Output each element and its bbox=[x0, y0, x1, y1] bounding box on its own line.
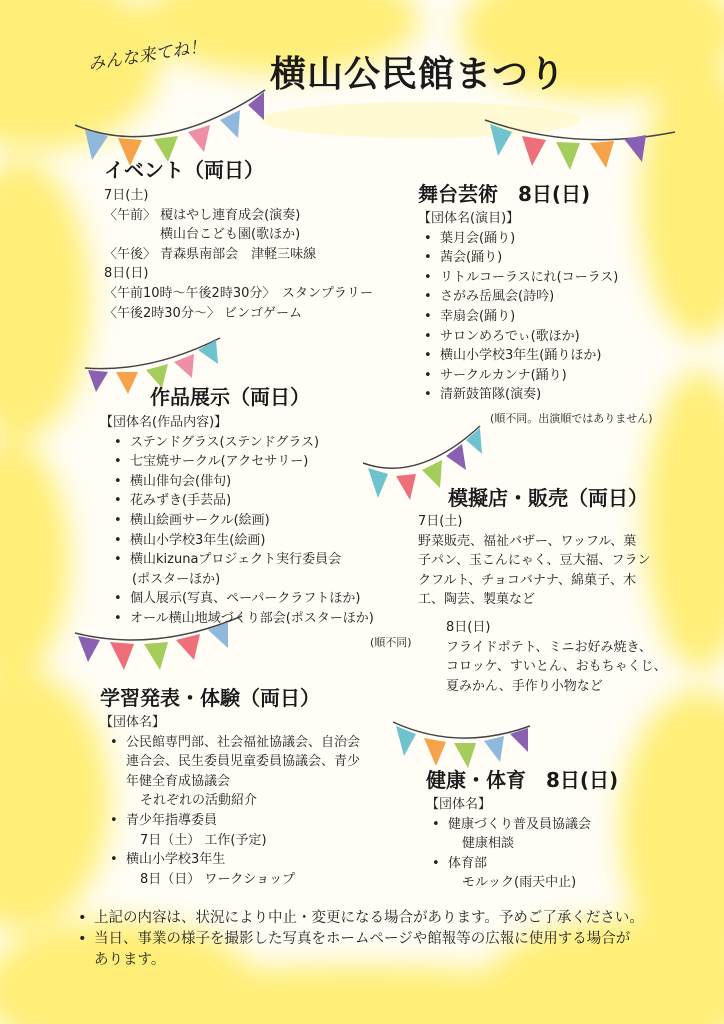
list-item bbox=[426, 815, 591, 854]
list-item-sub: モルック(雨天中止) bbox=[462, 875, 577, 891]
shop-line: フライドポテト、ミニお好み焼き、 bbox=[446, 639, 652, 655]
list-item bbox=[104, 811, 360, 850]
learn-label: 【団体名】 bbox=[100, 715, 166, 730]
shop-line: 夏みかん、手作り小物など bbox=[446, 678, 603, 694]
list-item-sub: 健康相談 bbox=[462, 836, 515, 852]
list-item: • 横山絵画サークル(絵画) bbox=[108, 511, 374, 531]
shop-day2: 8日(日) bbox=[446, 620, 491, 635]
works-note: (順不同) bbox=[370, 636, 412, 649]
list-item: • 七宝焼サークル(アクセサリー) bbox=[108, 452, 374, 472]
shop-line: コロッケ、すいとん、おもちゃくじ、 bbox=[446, 659, 667, 675]
list-item bbox=[104, 733, 360, 811]
event-line: 7日(土) bbox=[104, 188, 149, 203]
shop-line: 野菜販売、福祉バザー、ワッフル、菓 bbox=[418, 533, 637, 549]
list-item: • サロンめろでぃ(歌ほか) bbox=[418, 327, 618, 347]
event-line: 〈午前10時～午後2時30分〉 スタンプラリー bbox=[104, 285, 373, 301]
works-label: 【団体名(作品内容)】 bbox=[100, 415, 228, 430]
list-item: • 横山俳句会(俳句) bbox=[108, 472, 374, 492]
health-label: 【団体名】 bbox=[426, 797, 492, 812]
shop-line: クフルト、チョコバナナ、綿菓子、木 bbox=[418, 572, 637, 588]
event-section bbox=[104, 186, 373, 323]
list-item: • 葉月会(踊り) bbox=[418, 229, 618, 249]
list-item bbox=[104, 850, 360, 889]
list-item: • さがみ岳風会(詩吟) bbox=[418, 287, 618, 307]
learn-section bbox=[100, 713, 360, 889]
stage-label: 【団体名(演目)】 bbox=[418, 211, 520, 226]
list-item: • 個人展示(写真、ペーパークラフトほか) bbox=[108, 589, 374, 609]
event-line: 8日(日) bbox=[104, 266, 149, 282]
list-item-sub: (ポスターほか) bbox=[132, 571, 221, 587]
list-item: • 幸扇会(踊り) bbox=[418, 307, 618, 327]
stage-note: (順不同。出演順ではありません) bbox=[490, 412, 653, 425]
shop-heading: 模擬店・販売（両日） bbox=[448, 486, 648, 510]
health-section bbox=[426, 795, 591, 893]
shop-section bbox=[418, 512, 650, 610]
list-item-text: • 公民館専門部、社会福祉協議会、自治会 bbox=[126, 734, 361, 750]
footer-note: • 上記の内容は、状況により中止・変更になる場合があります。予めご了承ください。 bbox=[72, 908, 644, 929]
list-item: • サークルカンナ(踊り) bbox=[418, 366, 618, 386]
list-item bbox=[108, 550, 374, 589]
works-section bbox=[100, 413, 374, 629]
event-line: 〈午前〉 榎はやし連育成会(演奏) bbox=[104, 207, 301, 223]
shop-line: 子パン、玉こんにゃく、豆大福、フラン bbox=[418, 553, 651, 569]
list-item-text: • 横山小学校3年生 bbox=[126, 852, 226, 868]
list-item-text: • 横山kizunaプロジェクト実行委員会 bbox=[130, 552, 342, 568]
list-item-text: • 体育部 bbox=[448, 855, 488, 871]
list-item-sub: 7日（土） 工作(予定) bbox=[140, 832, 267, 848]
footer-note bbox=[72, 929, 644, 971]
list-item bbox=[426, 854, 591, 893]
list-item-text: 連合会、民生委員児童委員協議会、青少 bbox=[126, 754, 361, 770]
works-heading: 作品展示（両日） bbox=[150, 385, 310, 409]
bunting-flags-2 bbox=[480, 112, 680, 182]
event-line: 横山台こども園(歌ほか) bbox=[160, 227, 301, 243]
list-item: • リトルコーラスにれ(コーラス) bbox=[418, 268, 618, 288]
shop-day1: 7日(土) bbox=[418, 514, 463, 529]
list-item: • 横山小学校3年生(踊りほか) bbox=[418, 346, 618, 366]
stage-heading: 舞台芸術 8日(日) bbox=[418, 182, 591, 206]
learn-heading: 学習発表・体験（両日） bbox=[100, 686, 320, 710]
event-line: 〈午後〉 青森県南部会 津軽三味線 bbox=[104, 246, 317, 262]
page-title: 横山公民館まつり bbox=[270, 54, 567, 95]
footer-notes bbox=[72, 908, 644, 971]
list-item-sub: 8日（日） ワークショップ bbox=[140, 871, 296, 887]
event-line: 〈午後2時30分～〉 ビンゴゲーム bbox=[104, 305, 302, 321]
list-item-text: 年健全育成協議会 bbox=[126, 773, 231, 789]
list-item: • 茜会(踊り) bbox=[418, 248, 618, 268]
event-heading: イベント（両日） bbox=[104, 158, 264, 182]
list-item-sub: それぞれの活動紹介 bbox=[140, 793, 258, 809]
footer-note-line: • 当日、事業の様子を撮影した写真をホームページや館報等の広報に使用する場合が bbox=[94, 931, 631, 947]
list-item-text: • 青少年指導委員 bbox=[126, 812, 218, 828]
list-item: • ステンドグラス(ステンドグラス) bbox=[108, 433, 374, 453]
health-heading: 健康・体育 8日(日) bbox=[426, 768, 619, 792]
list-item-text: • 健康づくり普及員協議会 bbox=[448, 816, 592, 832]
shop-section-day2 bbox=[446, 618, 667, 696]
tagline: みんな来てね！ bbox=[86, 36, 208, 75]
footer-note-line: あります。 bbox=[94, 952, 166, 968]
shop-line: 工、陶芸、製菓など bbox=[418, 592, 536, 608]
list-item: • オール横山地域づくり部会(ポスターほか) bbox=[108, 609, 374, 629]
list-item: • 清新鼓笛隊(演奏) bbox=[418, 385, 618, 405]
stage-section bbox=[418, 209, 618, 405]
list-item: • 横山小学校3年生(絵画) bbox=[108, 531, 374, 551]
list-item: • 花みずき(手芸品) bbox=[108, 491, 374, 511]
